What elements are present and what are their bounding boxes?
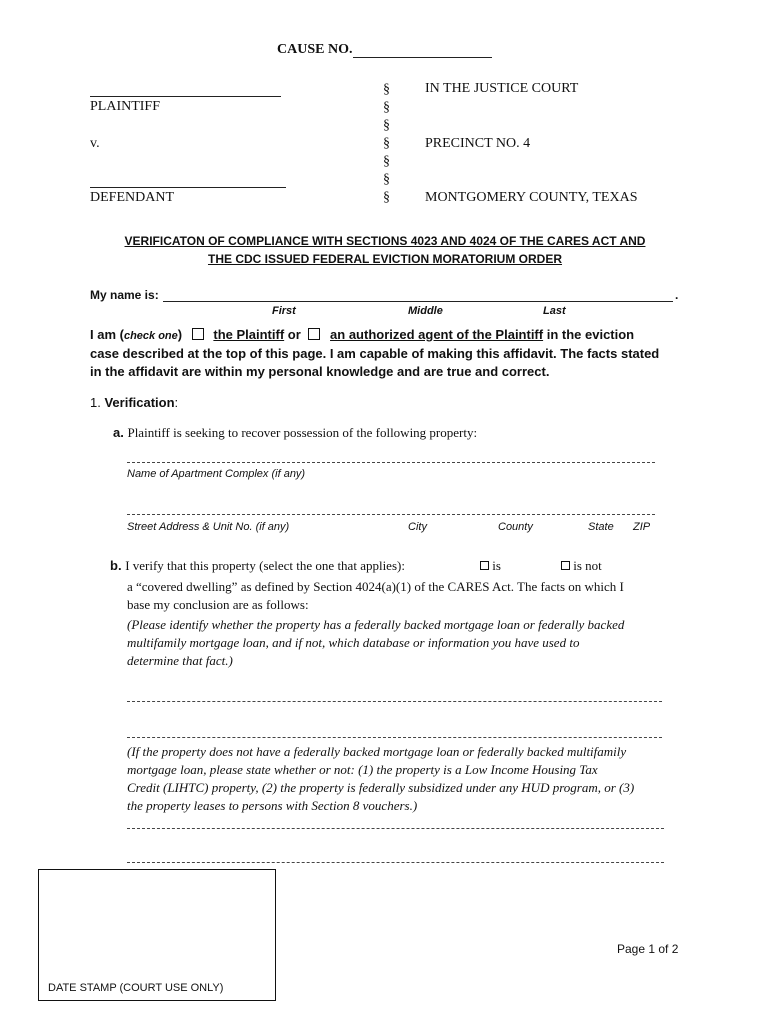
mortgage-note-line3: determine that fact.) [127, 653, 233, 668]
mortgage-answer-field-2[interactable] [127, 737, 662, 738]
state-caption: State [588, 521, 614, 533]
date-stamp-label: DATE STAMP (COURT USE ONLY) [48, 982, 224, 994]
or-label: or [287, 327, 301, 342]
is-label: is [492, 558, 501, 573]
section-symbol: § [383, 82, 390, 97]
item-a [113, 425, 477, 441]
item-a-label: a. [113, 425, 124, 440]
is-checkbox[interactable] [480, 561, 489, 570]
role-close-paren: ) [177, 327, 183, 342]
defendant-name-field[interactable] [90, 187, 286, 188]
defendant-label: DEFENDANT [90, 190, 174, 205]
is-not-checkbox[interactable] [561, 561, 570, 570]
role-statement-line1 [90, 327, 634, 342]
last-name-caption: Last [543, 305, 566, 317]
role-suffix: in the eviction [546, 327, 635, 342]
cause-number-field[interactable] [353, 57, 492, 58]
full-name-field[interactable] [163, 301, 673, 302]
agent-option-label: an authorized agent of the Plaintiff [330, 327, 544, 342]
role-prefix: I am ( [90, 327, 124, 342]
apartment-complex-field[interactable] [127, 462, 655, 463]
agent-checkbox[interactable] [308, 328, 320, 340]
zip-caption: ZIP [633, 521, 651, 533]
precinct-label: PRECINCT NO. 4 [425, 136, 531, 151]
section-symbol: § [383, 190, 390, 205]
subsidy-note-line4: the property leases to persons with Section 8 vouchers.) [127, 798, 418, 813]
document-title-line2: THE CDC ISSUED FEDERAL EVICTION MORATORIUM ORDER [207, 252, 563, 266]
page-number: Page 1 of 2 [617, 942, 679, 956]
item-b-text: I verify that this property (select the one that applies): [125, 558, 405, 573]
role-statement-line2: case described at the top of this page. I am capable of making this affidavit. The facts stated [90, 346, 660, 361]
plaintiff-label: PLAINTIFF [90, 99, 161, 114]
item-b-label: b. [110, 558, 122, 573]
section-symbol: § [383, 154, 390, 169]
plaintiff-option-label: the Plaintiff [213, 327, 285, 342]
city-caption: City [408, 521, 427, 533]
street-address-caption: Street Address & Unit No. (if any) [127, 521, 290, 533]
section-symbol: § [383, 136, 390, 151]
cause-number-label: CAUSE NO. [277, 42, 353, 57]
date-stamp-box [38, 869, 276, 1001]
section-symbol: § [383, 118, 390, 133]
plaintiff-name-field[interactable] [90, 96, 281, 97]
item-b-line2: a “covered dwelling” as defined by Section 4024(a)(1) of the CARES Act. The facts on which I [127, 579, 624, 594]
court-label: IN THE JUSTICE COURT [425, 81, 579, 96]
name-end-period: . [675, 288, 679, 302]
first-name-caption: First [272, 305, 296, 317]
item-b-line3: base my conclusion are as follows: [127, 597, 309, 612]
verification-number: 1. [90, 395, 101, 410]
subsidy-note-line3: Credit (LIHTC) property, (2) the property is federally subsidized under any HUD program, or (3) [127, 780, 635, 795]
item-b [110, 558, 405, 574]
county-caption: County [498, 521, 533, 533]
county-label: MONTGOMERY COUNTY, TEXAS [425, 190, 638, 205]
mortgage-answer-field-1[interactable] [127, 701, 662, 702]
apartment-complex-caption: Name of Apartment Complex (if any) [127, 468, 306, 480]
subsidy-answer-field-1[interactable] [127, 828, 664, 829]
section-symbol: § [383, 172, 390, 187]
is-not-option [561, 558, 602, 574]
subsidy-note-line1: (If the property does not have a federally backed mortgage loan or federally backed multifamily [127, 744, 627, 759]
is-not-label: is not [573, 558, 602, 573]
mortgage-note-line2: multifamily mortgage loan, and if not, which database or information you have used to [127, 635, 580, 650]
versus-label: v. [90, 136, 100, 151]
document-title-line1: VERIFICATON OF COMPLIANCE WITH SECTIONS 4023 AND 4024 OF THE CARES ACT AND [124, 234, 646, 248]
plaintiff-checkbox[interactable] [192, 328, 204, 340]
item-a-text: Plaintiff is seeking to recover possession of the following property: [127, 425, 478, 440]
middle-name-caption: Middle [408, 305, 443, 317]
mortgage-note-line1: (Please identify whether the property has a federally backed mortgage loan or federally backed [127, 617, 625, 632]
name-label: My name is: [90, 288, 159, 302]
is-option [480, 558, 501, 574]
verification-colon: : [174, 395, 179, 410]
role-statement-line3: in the affidavit are within my personal knowledge and are true and correct. [90, 364, 550, 379]
check-one-note: check one [123, 330, 178, 342]
subsidy-note-line2: mortgage loan, please state whether or not: (1) the property is a Low Income Housing Tax [127, 762, 598, 777]
subsidy-answer-field-2[interactable] [127, 862, 664, 863]
verification-title: Verification [104, 395, 175, 410]
section-symbol: § [383, 100, 390, 115]
street-address-field[interactable] [127, 514, 655, 515]
verification-heading [90, 395, 178, 410]
